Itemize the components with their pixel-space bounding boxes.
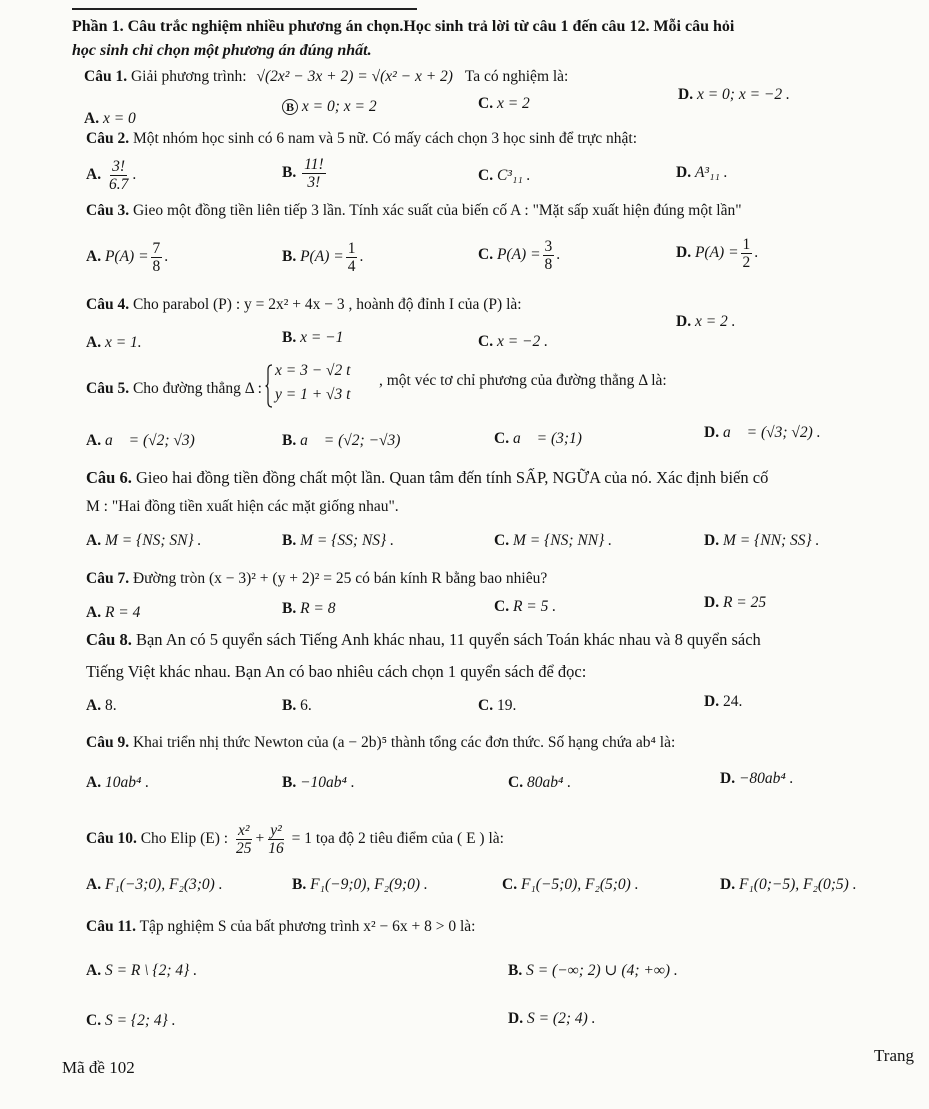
option-b-selected[interactable]: B x = 0; x = 2 (282, 98, 377, 117)
option-a[interactable]: A. 8. (86, 697, 117, 714)
option-d[interactable]: D. M = {NN; SS} . (704, 532, 820, 549)
question-10: Câu 10. Cho Elip (E) : $\frac{\text{x²}}{25}$ + $\frac{\text{y²}}{16}$ = 1 tọa độ 2 tiêu điểm của ( E ) là: (86, 822, 504, 858)
option-c[interactable]: C. R = 5 . (494, 598, 557, 615)
section-heading: Phần 1. Câu trắc nghiệm nhiều phương án chọn.Học sinh trả lời từ câu 1 đến câu 12. Mỗi câu hỏi (72, 18, 735, 35)
option-d[interactable]: D. P(A) = $\frac{1}{2}$ . (676, 236, 759, 272)
question-4: Câu 4. Cho parabol (P) : y = 2x² + 4x − 3 , hoành độ đỉnh I của (P) là: (86, 296, 522, 313)
question-11: Câu 11. Tập nghiệm S của bất phương trình x² − 6x + 8 > 0 là: (86, 918, 476, 935)
system-brace (265, 364, 273, 408)
equation: √(2x² − 3x + 2) = √(x² − x + 2) (256, 68, 453, 85)
option-b[interactable]: B. $\frac{11!}{3!}$ (282, 156, 324, 192)
option-a[interactable]: A. a⃗ = (√2; √3) (86, 432, 195, 449)
option-c[interactable]: C. x = 2 (478, 95, 530, 112)
question-8: Câu 8. Bạn An có 5 quyển sách Tiếng Anh khác nhau, 11 quyển sách Toán khác nhau và 8 quyển sách (86, 630, 761, 649)
top-rule (72, 8, 417, 10)
option-c[interactable]: C. F₁(−5;0), F₂(5;0) . (502, 876, 639, 893)
question-7: Câu 7. Đường tròn (x − 3)² + (y + 2)² = 25 có bán kính R bằng bao nhiêu? (86, 570, 548, 587)
option-c[interactable]: C. P(A) = $\frac{3}{8}$ . (478, 238, 561, 274)
option-a[interactable]: A. S = R \ {2; 4} . (86, 962, 198, 979)
option-a[interactable]: A. x = 0 (84, 110, 136, 127)
question-5: Câu 5. Cho đường thẳng Δ : (86, 380, 262, 397)
option-b[interactable]: B. S = (−∞; 2) ∪ (4; +∞) . (508, 962, 678, 979)
option-b[interactable]: B. a⃗ = (√2; −√3) (282, 432, 401, 449)
fraction: $\frac{1}{4}$ (347, 240, 356, 276)
option-c[interactable]: C. x = −2 . (478, 333, 549, 350)
question-6: Câu 6. Gieo hai đồng tiền đồng chất một lần. Quan tâm đến tính SẤP, NGỮA của nó. Xác định biến cố (86, 468, 769, 487)
fraction: $\frac{3}{8}$ (544, 238, 553, 274)
option-b[interactable]: B. x = −1 (282, 329, 344, 346)
option-a[interactable]: A. x = 1. (86, 334, 142, 351)
question-2: Câu 2. Một nhóm học sinh có 6 nam và 5 nữ. Có mấy cách chọn 3 học sinh để trực nhật: (86, 130, 638, 147)
question-6-cont: M : "Hai đồng tiền xuất hiện các mặt giống nhau". (86, 498, 399, 515)
option-d[interactable]: D. a⃗ = (√3; √2) . (704, 424, 821, 441)
option-a[interactable]: A. F₁(−3;0), F₂(3;0) . (86, 876, 223, 893)
section-heading-cont: học sinh chỉ chọn một phương án đúng nhất. (72, 42, 372, 59)
option-a[interactable]: A. $\frac{3!}{6.7}$ . (86, 158, 137, 194)
fraction: $\frac{1}{2}$ (742, 236, 751, 272)
exam-code: Mã đề 102 (62, 1058, 135, 1077)
system-eq-2: y = 1 + √3 t (275, 386, 351, 403)
option-a[interactable]: A. 10ab⁴ . (86, 774, 150, 791)
option-b[interactable]: B. M = {SS; NS} . (282, 532, 394, 549)
option-c[interactable]: C. S = {2; 4} . (86, 1012, 176, 1029)
option-b[interactable]: B. 6. (282, 697, 312, 714)
option-d[interactable]: D. x = 2 . (676, 313, 736, 330)
option-a[interactable]: A. R = 4 (86, 604, 141, 621)
option-a[interactable]: A. P(A) = $\frac{7}{8}$ . (86, 240, 169, 276)
option-d[interactable]: D. x = 0; x = −2 . (678, 86, 790, 103)
option-d[interactable]: D. S = (2; 4) . (508, 1010, 596, 1027)
option-d[interactable]: D. 24. (704, 693, 743, 710)
option-d[interactable]: D. R = 25 (704, 594, 767, 611)
question-8-cont: Tiếng Việt khác nhau. Bạn An có bao nhiêu cách chọn 1 quyển sách để đọc: (86, 662, 587, 681)
fraction: $\frac{7}{8}$ (152, 240, 161, 276)
question-5-cont: , một véc tơ chỉ phương của đường thẳng Δ là: (379, 372, 667, 389)
option-b[interactable]: B. F₁(−9;0), F₂(9;0) . (292, 876, 428, 893)
option-c[interactable]: C. 19. (478, 697, 517, 714)
option-d[interactable]: D. F₁(0;−5), F₂(0;5) . (720, 876, 857, 893)
system-eq-1: x = 3 − √2 t (275, 362, 351, 379)
question-9: Câu 9. Khai triển nhị thức Newton của (a − 2b)⁵ thành tổng các đơn thức. Số hạng chứa ab⁴ là: (86, 734, 676, 751)
option-b[interactable]: B. −10ab⁴ . (282, 774, 355, 791)
question-1: Câu 1. Giải phương trình: √(2x² − 3x + 2) = √(x² − x + 2) Ta có nghiệm là: (84, 68, 569, 85)
option-d[interactable]: D. −80ab⁴ . (720, 770, 794, 787)
fraction: $\frac{\text{x²}}{25}$ (235, 822, 252, 858)
option-b[interactable]: B. R = 8 (282, 600, 336, 617)
option-c[interactable]: C. C³₁₁ . (478, 167, 531, 184)
option-c[interactable]: C. a⃗ = (3;1) (494, 430, 582, 447)
fraction: $\frac{3!}{6.7}$ (108, 158, 129, 194)
option-a[interactable]: A. M = {NS; SN} . (86, 532, 202, 549)
option-c[interactable]: C. 80ab⁴ . (508, 774, 572, 791)
option-b[interactable]: B. P(A) = $\frac{1}{4}$ . (282, 240, 364, 276)
page-label: Trang (874, 1046, 914, 1065)
question-3: Câu 3. Gieo một đồng tiền liên tiếp 3 lần. Tính xác suất của biến cố A : "Mặt sấp xuất hiện đúng một lần" (86, 202, 742, 219)
fraction: $\frac{\text{y²}}{16}$ (268, 822, 284, 858)
option-c[interactable]: C. M = {NS; NN} . (494, 532, 613, 549)
option-d[interactable]: D. A³₁₁ . (676, 164, 728, 181)
fraction: $\frac{11!}{3!}$ (304, 156, 324, 192)
circled-answer-mark: B (282, 99, 298, 115)
